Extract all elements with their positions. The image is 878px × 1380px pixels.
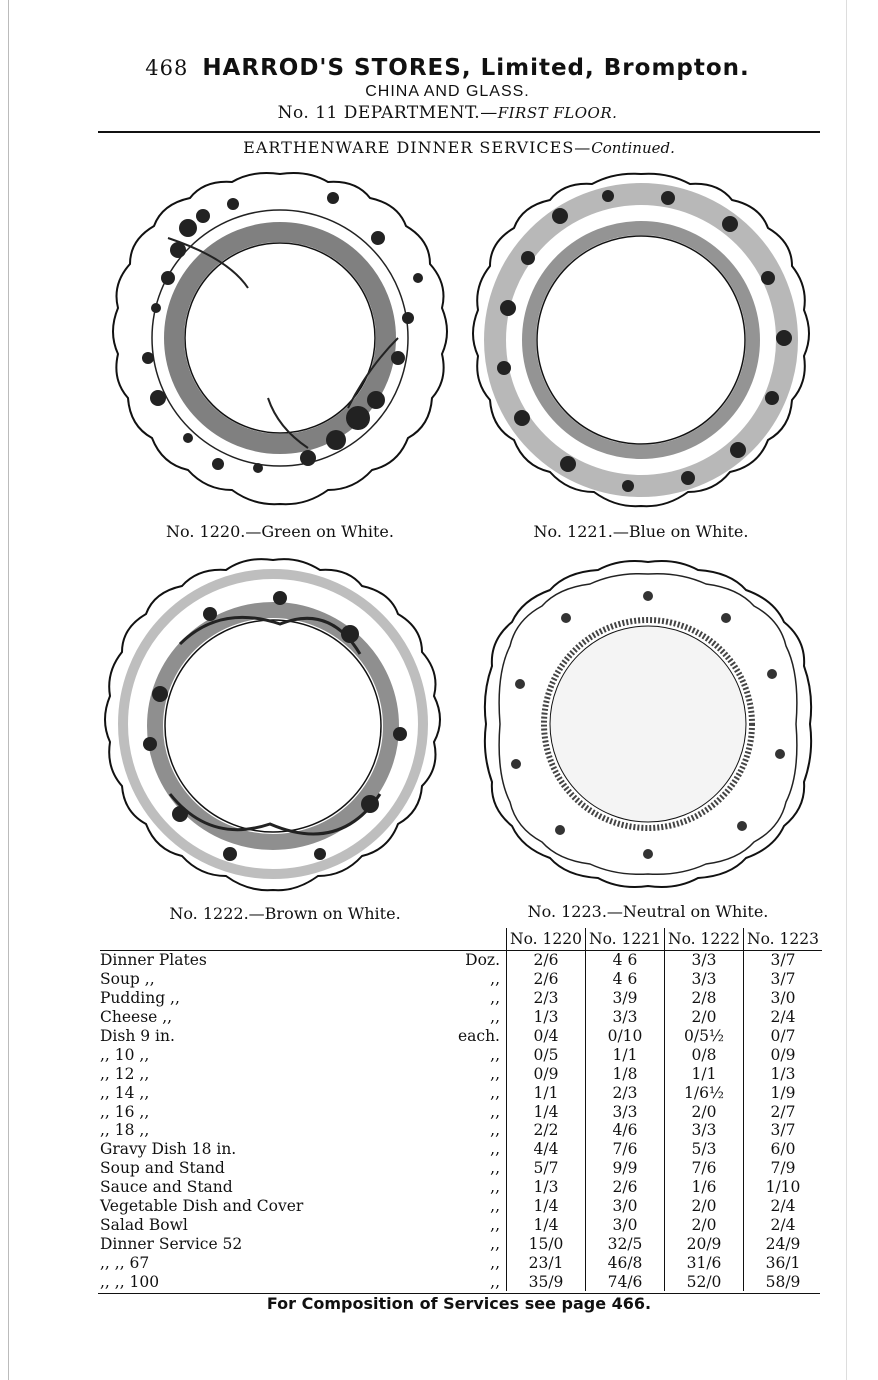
price-cell: 15/0 — [507, 1234, 586, 1253]
table-row — [100, 1027, 822, 1046]
price-cell: 3/3 — [665, 951, 744, 970]
item-unit: ,, — [490, 1008, 500, 1027]
item-label — [100, 1121, 428, 1140]
item-unit: each. — [457, 1027, 500, 1045]
item-name: ,, ,, 100 — [100, 1272, 160, 1291]
item-unit: ,, — [490, 1083, 500, 1102]
price-cell: 3/7 — [744, 970, 823, 989]
item-label — [100, 1045, 428, 1064]
item-label — [100, 1253, 428, 1272]
item-unit: ,, — [490, 989, 500, 1008]
item-name: Dinner Plates — [100, 951, 207, 970]
price-cell: 2/4 — [744, 1215, 823, 1234]
price-cell: 0/5½ — [665, 1027, 744, 1046]
price-cell: 7/6 — [665, 1159, 744, 1178]
plate-1223-caption: No. 1223.—Neutral on White. — [527, 902, 769, 921]
title-row — [90, 55, 805, 81]
price-cell: 46/8 — [586, 1253, 665, 1272]
column-header: No. 1223 — [744, 928, 823, 951]
price-cell: 58/9 — [744, 1272, 823, 1291]
table-row — [100, 1272, 822, 1291]
store-name: HARROD'S STORES, Limited, Brompton. — [202, 55, 750, 81]
item-name: Cheese ,, — [100, 1008, 173, 1027]
item-name: Sauce and Stand — [100, 1178, 233, 1197]
price-cell: 9/9 — [586, 1159, 665, 1178]
item-unit: ,, — [490, 970, 500, 989]
department-subtitle: CHINA AND GLASS. — [365, 83, 530, 100]
item-name: Gravy Dish 18 in. — [100, 1140, 237, 1159]
price-cell: 4/6 — [586, 1121, 665, 1140]
page-edge-right — [846, 0, 847, 1380]
price-cell: 3/3 — [586, 1102, 665, 1121]
price-cell: 1/6½ — [665, 1083, 744, 1102]
page-header — [90, 55, 805, 123]
price-cell: 2/2 — [507, 1121, 586, 1140]
table-header-row — [100, 928, 822, 951]
item-label — [100, 970, 428, 989]
item-unit: ,, — [490, 1045, 500, 1064]
item-label — [100, 1140, 428, 1159]
price-cell: 3/3 — [665, 970, 744, 989]
price-cell: 1/1 — [665, 1064, 744, 1083]
item-name: Dinner Service 52 — [100, 1234, 243, 1253]
item-name: Salad Bowl — [100, 1215, 188, 1234]
table-row — [100, 1140, 822, 1159]
item-unit: ,, — [490, 1064, 500, 1083]
page-number: 468 — [145, 56, 189, 80]
section-title — [98, 138, 820, 157]
table-row — [100, 1045, 822, 1064]
price-cell: 1/3 — [507, 1178, 586, 1197]
plate-1220-illustration — [108, 168, 452, 514]
table-row — [100, 970, 822, 989]
item-unit: Doz. — [465, 951, 500, 970]
item-name: ,, 16 ,, — [100, 1102, 150, 1121]
page-edge-left — [8, 0, 9, 1380]
item-label — [100, 1234, 428, 1253]
item-name: Soup and Stand — [100, 1159, 225, 1178]
price-cell: 3/7 — [744, 1121, 823, 1140]
table-row — [100, 1234, 822, 1253]
item-name: ,, 14 ,, — [100, 1083, 150, 1102]
price-cell: 1/9 — [744, 1083, 823, 1102]
price-cell: 24/9 — [744, 1234, 823, 1253]
table-row — [100, 1008, 822, 1027]
price-cell: 2/4 — [744, 1008, 823, 1027]
price-cell: 2/4 — [744, 1197, 823, 1216]
item-unit: ,, — [490, 1121, 500, 1140]
price-cell: 3/3 — [586, 1008, 665, 1027]
item-name: Vegetable Dish and Cover — [100, 1197, 304, 1216]
table-row — [100, 1159, 822, 1178]
price-cell: 23/1 — [507, 1253, 586, 1272]
table-body — [100, 951, 822, 1292]
item-name: ,, 12 ,, — [100, 1064, 150, 1083]
column-header: No. 1221 — [586, 928, 665, 951]
price-cell: 2/3 — [507, 989, 586, 1008]
department-line — [90, 103, 805, 123]
price-cell: 4 6 — [586, 951, 665, 970]
table-row — [100, 1178, 822, 1197]
table-row — [100, 951, 822, 970]
price-cell: 2/7 — [744, 1102, 823, 1121]
table-row — [100, 1083, 822, 1102]
item-label — [100, 1197, 428, 1216]
price-cell: 35/9 — [507, 1272, 586, 1291]
price-cell: 0/9 — [744, 1045, 823, 1064]
price-cell: 2/3 — [586, 1083, 665, 1102]
item-label — [100, 1178, 428, 1197]
price-cell: 5/7 — [507, 1159, 586, 1178]
price-cell: 2/0 — [665, 1215, 744, 1234]
price-cell: 36/1 — [744, 1253, 823, 1272]
table-row — [100, 1102, 822, 1121]
item-unit: ,, — [490, 1215, 500, 1234]
table-row — [100, 1253, 822, 1272]
floor-label: FIRST FLOOR. — [497, 104, 618, 122]
price-cell: 2/0 — [665, 1197, 744, 1216]
table-row — [100, 989, 822, 1008]
item-name: ,, 10 ,, — [100, 1045, 150, 1064]
item-unit: ,, — [490, 1140, 500, 1159]
price-cell: 2/8 — [665, 989, 744, 1008]
item-name: Dish 9 in. — [100, 1027, 175, 1045]
plate-1221-illustration — [468, 168, 814, 514]
price-cell: 4/4 — [507, 1140, 586, 1159]
item-unit: ,, — [490, 1272, 500, 1291]
item-label — [100, 1272, 428, 1291]
price-cell: 2/0 — [665, 1102, 744, 1121]
price-cell: 7/9 — [744, 1159, 823, 1178]
price-cell: 3/0 — [586, 1197, 665, 1216]
item-unit: ,, — [490, 1159, 500, 1178]
table-row — [100, 1064, 822, 1083]
item-label — [100, 989, 428, 1008]
table-row — [100, 1215, 822, 1234]
table-row — [100, 1121, 822, 1140]
price-cell: 4 6 — [586, 970, 665, 989]
item-label — [100, 1215, 428, 1234]
price-cell: 7/6 — [586, 1140, 665, 1159]
price-cell: 2/0 — [665, 1008, 744, 1027]
price-cell: 32/5 — [586, 1234, 665, 1253]
section-heading: EARTHENWARE DINNER SERVICES— — [243, 138, 592, 157]
price-cell: 74/6 — [586, 1272, 665, 1291]
plate-1222-illustration — [100, 554, 446, 898]
column-header: No. 1222 — [665, 928, 744, 951]
price-cell: 1/4 — [507, 1215, 586, 1234]
price-table — [100, 928, 822, 1291]
price-cell: 6/0 — [744, 1140, 823, 1159]
plate-1221-caption: No. 1221.—Blue on White. — [533, 522, 749, 541]
price-cell: 2/6 — [507, 951, 586, 970]
item-name: Soup ,, — [100, 970, 155, 989]
item-label — [100, 1027, 428, 1046]
price-cell: 1/4 — [507, 1197, 586, 1216]
price-cell: 0/4 — [507, 1027, 586, 1046]
item-label — [100, 1102, 428, 1121]
price-cell: 0/9 — [507, 1064, 586, 1083]
department-number: No. 11 DEPARTMENT.— — [277, 103, 498, 123]
unit-column-header — [428, 928, 506, 951]
price-cell: 1/3 — [507, 1008, 586, 1027]
item-label — [100, 951, 428, 970]
section-continued: Continued. — [591, 139, 675, 157]
price-cell: 52/0 — [665, 1272, 744, 1291]
price-cell: 1/6 — [665, 1178, 744, 1197]
item-label — [100, 1159, 428, 1178]
plate-1223-illustration — [480, 554, 816, 894]
price-cell: 3/7 — [744, 951, 823, 970]
item-unit: ,, — [490, 1253, 500, 1272]
price-cell: 1/1 — [507, 1083, 586, 1102]
price-cell: 2/6 — [507, 970, 586, 989]
item-unit: ,, — [490, 1102, 500, 1121]
price-cell: 1/4 — [507, 1102, 586, 1121]
item-unit: ,, — [490, 1197, 500, 1216]
item-unit: ,, — [490, 1234, 500, 1253]
item-label — [100, 1083, 428, 1102]
price-cell: 0/7 — [744, 1027, 823, 1046]
price-cell: 1/3 — [744, 1064, 823, 1083]
item-column-header — [100, 928, 428, 951]
plate-1220-caption: No. 1220.—Green on White. — [166, 522, 394, 541]
header-rule — [98, 131, 820, 133]
price-cell: 3/3 — [665, 1121, 744, 1140]
price-cell: 1/8 — [586, 1064, 665, 1083]
price-cell: 0/5 — [507, 1045, 586, 1064]
table-row — [100, 1197, 822, 1216]
price-cell: 1/1 — [586, 1045, 665, 1064]
price-cell: 3/0 — [744, 989, 823, 1008]
price-cell: 3/0 — [586, 1215, 665, 1234]
column-header: No. 1220 — [507, 928, 586, 951]
price-cell: 0/10 — [586, 1027, 665, 1046]
price-cell: 3/9 — [586, 989, 665, 1008]
item-name: ,, ,, 67 — [100, 1253, 150, 1272]
item-label — [100, 1064, 428, 1083]
plate-1222-caption: No. 1222.—Brown on White. — [169, 904, 401, 923]
price-cell: 0/8 — [665, 1045, 744, 1064]
footer-note: For Composition of Services see page 466. — [266, 1294, 652, 1313]
price-cell: 1/10 — [744, 1178, 823, 1197]
item-name: ,, 18 ,, — [100, 1121, 150, 1140]
item-label — [100, 1008, 428, 1027]
price-cell: 20/9 — [665, 1234, 744, 1253]
price-cell: 5/3 — [665, 1140, 744, 1159]
price-cell: 2/6 — [586, 1178, 665, 1197]
item-unit: ,, — [490, 1178, 500, 1197]
item-name: Pudding ,, — [100, 989, 180, 1008]
price-cell: 31/6 — [665, 1253, 744, 1272]
